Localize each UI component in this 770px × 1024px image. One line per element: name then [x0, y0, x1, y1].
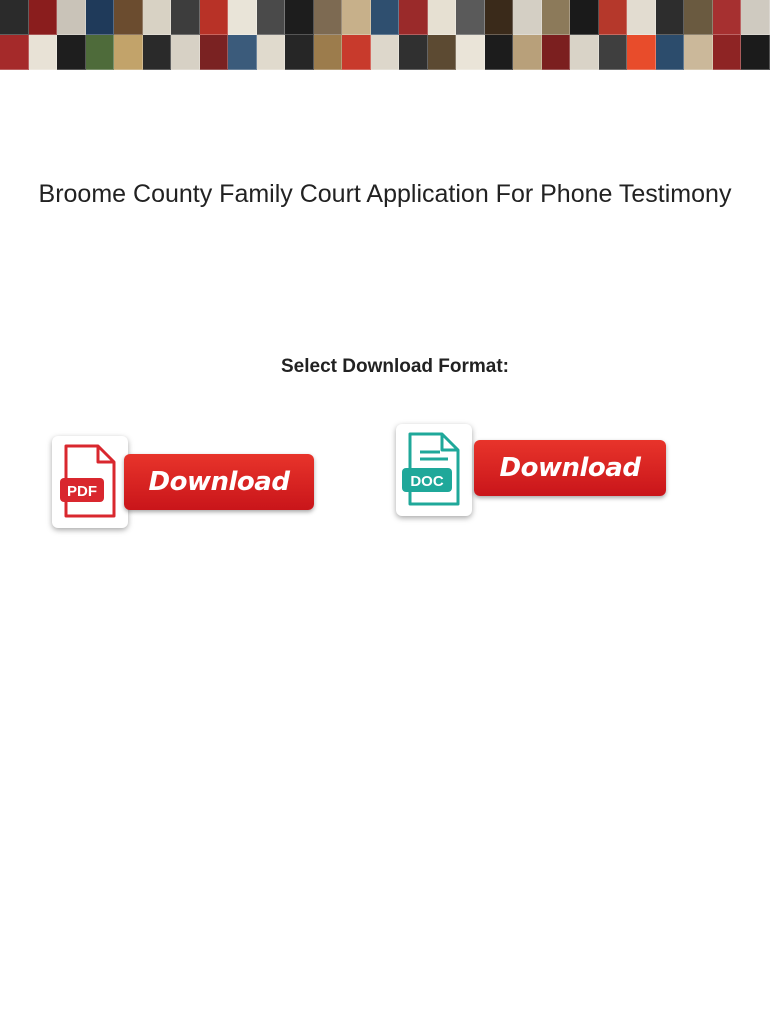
banner-tile-image: [741, 35, 770, 70]
pdf-file-icon: [52, 436, 128, 528]
banner-tile-image: [428, 0, 457, 35]
banner-tile-image: [285, 0, 314, 35]
banner-tile-image: [485, 0, 514, 35]
banner-tile-image: [399, 35, 428, 70]
banner-tile-image: [257, 35, 286, 70]
banner-tile-image: [428, 35, 457, 70]
page-title: Broome County Family Court Application For Phone Testimony: [38, 180, 732, 208]
banner-tile-image: [371, 35, 400, 70]
banner-tile-image: [314, 0, 343, 35]
header-banner: [0, 0, 770, 70]
banner-tile-image: [599, 35, 628, 70]
banner-tile-image: [570, 35, 599, 70]
banner-tile-image: [228, 0, 257, 35]
banner-tile-image: [200, 0, 229, 35]
banner-tile-image: [86, 35, 115, 70]
banner-tile-image: [656, 0, 685, 35]
banner-tile-image: [513, 35, 542, 70]
banner-tile-image: [599, 0, 628, 35]
doc-download-label: Download: [474, 440, 666, 496]
banner-tile-image: [399, 0, 428, 35]
banner-tile-image: [0, 0, 29, 35]
banner-tile-image: [171, 0, 200, 35]
banner-tile-image: [342, 0, 371, 35]
banner-tile-image: [171, 35, 200, 70]
banner-tile-image: [29, 35, 58, 70]
banner-tile-image: [342, 35, 371, 70]
doc-file-icon: [396, 424, 472, 516]
banner-tile-image: [542, 35, 571, 70]
banner-tile-image: [456, 0, 485, 35]
banner-tile-image: [741, 0, 770, 35]
banner-tile-image: [200, 35, 229, 70]
doc-file-type-label: DOC: [410, 473, 444, 490]
banner-tile-image: [371, 0, 400, 35]
banner-tile-image: [456, 35, 485, 70]
banner-tile-image: [29, 0, 58, 35]
banner-tile-image: [684, 35, 713, 70]
banner-tile-image: [656, 35, 685, 70]
banner-tile-image: [228, 35, 257, 70]
banner-tile-image: [570, 0, 599, 35]
banner-tile-image: [713, 0, 742, 35]
pdf-download-label: Download: [124, 454, 314, 510]
banner-tile-image: [542, 0, 571, 35]
pdf-file-type-label: PDF: [67, 483, 97, 500]
banner-tile-image: [143, 35, 172, 70]
banner-tile-image: [627, 35, 656, 70]
banner-tile-image: [257, 0, 286, 35]
banner-tile-image: [57, 35, 86, 70]
banner-tile-image: [86, 0, 115, 35]
banner-tile-image: [485, 35, 514, 70]
banner-tile-image: [713, 35, 742, 70]
banner-tile-image: [314, 35, 343, 70]
banner-tile-image: [285, 35, 314, 70]
banner-tile-image: [0, 35, 29, 70]
format-label: Select Download Format:: [280, 356, 510, 377]
banner-tile-image: [627, 0, 656, 35]
banner-tile-image: [114, 35, 143, 70]
banner-tile-image: [684, 0, 713, 35]
pdf-download-button[interactable]: [50, 436, 316, 530]
doc-download-button[interactable]: [396, 424, 668, 518]
banner-tile-image: [513, 0, 542, 35]
banner-tile-image: [57, 0, 86, 35]
banner-tile-image: [143, 0, 172, 35]
banner-tile-image: [114, 0, 143, 35]
